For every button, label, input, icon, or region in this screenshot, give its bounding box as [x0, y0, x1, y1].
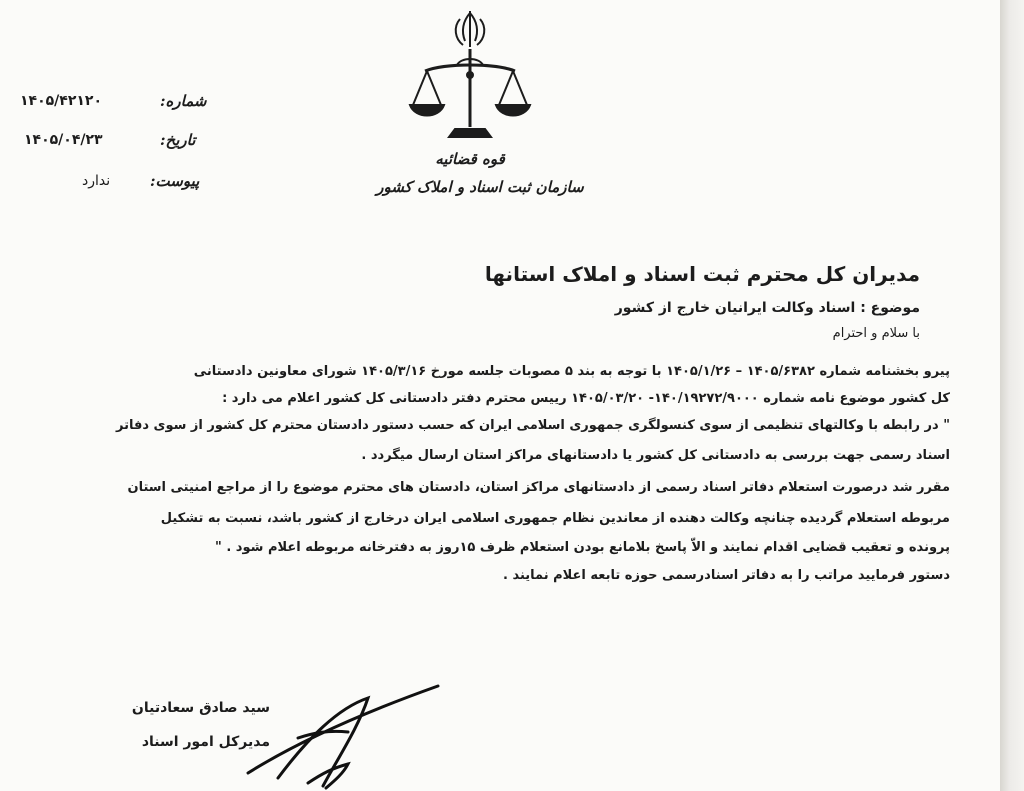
signatory-title: مدیرکل امور اسناد	[141, 734, 270, 750]
judiciary-emblem-icon	[405, 5, 535, 155]
body-line: کل کشور موضوع نامه شماره ۱۴۰/۱۹۲۷۲/۹۰۰۰- ۱۴۰۵/۰۳/۲۰ رییس محترم دفتر دادستانی کل کشور اعلام می دارد :	[222, 391, 950, 406]
signatory-name: سید صادق سعادتیان	[131, 700, 270, 716]
number-value: ۱۴۰۵/۴۲۱۲۰	[20, 93, 103, 109]
body-line: اسناد رسمی جهت بررسی به دادستانی کل کشور یا دادستانهای مراکز استان ارسال میگردد .	[361, 448, 950, 463]
date-value: ۱۴۰۵/۰۴/۲۳	[24, 132, 103, 148]
greeting: با سلام و احترام	[832, 326, 920, 341]
body-line: پرونده و تعقیب قضایی اقدام نمایند و الاّ پاسخ بلامانع بودن استعلام ظرف ۱۵روز به دفترخانه مربوطه اعلام شود . "	[215, 540, 950, 555]
number-label: شماره:	[160, 92, 207, 110]
addressee-heading: مدیران کل محترم ثبت اسناد و املاک استانها	[484, 262, 920, 286]
date-label: تاریخ:	[160, 131, 196, 149]
body-line: " در رابطه با وکالتهای تنظیمی از سوی کنسولگری جمهوری اسلامی ایران که حسب دستور دادستان محترم کل کشور از سوی دفاتر	[115, 418, 950, 433]
body-line: مقرر شد درصورت استعلام دفاتر اسناد رسمی از دادستانهای مراکز استان، دادستان های محترم موضوع را از مراجع امنیتی استان	[127, 480, 950, 495]
org-judiciary: قوه قضائیه	[435, 150, 505, 168]
attachment-value: ندارد	[82, 173, 111, 189]
subject-line: موضوع : اسناد وکالت ایرانیان خارج از کشور	[614, 300, 920, 316]
org-registration: سازمان ثبت اسناد و املاک کشور	[376, 178, 584, 196]
body-line: پیرو بخشنامه شماره ۱۴۰۵/۶۳۸۲ – ۱۴۰۵/۱/۲۶ با توجه به بند ۵ مصوبات جلسه مورخ ۱۴۰۵/۳/۱۶ شورای معاونین دادستانی	[193, 364, 950, 379]
attachment-label: پیوست:	[150, 172, 200, 190]
body-line: دستور فرمایید مراتب را به دفاتر اسنادرسمی حوزه تابعه اعلام نمایند .	[502, 568, 950, 583]
body-line: مربوطه استعلام گردیده چنانچه وکالت دهنده از معاندین نظام جمهوری اسلامی ایران درخارج از کشور باشد، نسبت به تشکیل	[160, 511, 950, 526]
page-edge-shadow	[1000, 0, 1024, 791]
